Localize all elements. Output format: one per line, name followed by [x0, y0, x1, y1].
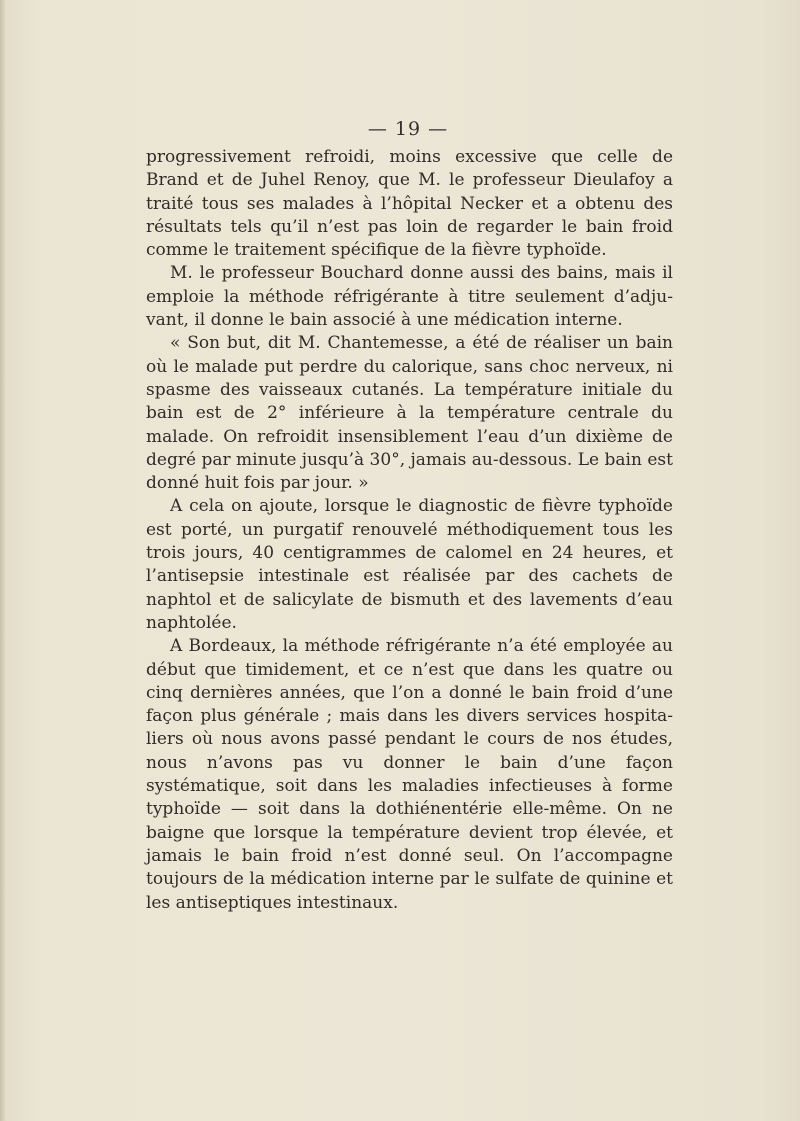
- paragraph-purgatif: A cela on ajoute, lorsque le diagnostic de fièvre typhoïde est porté, un purgatif renouvelé méthodiquement tous les trois jours, 40 centigrammes de calomel en 24 heures, et l’antisepsie intestinale est réalisée par des cachets de naphtol et de salicylate de bismuth et des lavements d’eau naphtolée.: [146, 496, 673, 633]
- page-binding-edge: [0, 0, 6, 1121]
- paragraph-chantemesse-quote: « Son but, dit M. Chantemesse, a été de réaliser un bain où le malade put perdre du calorique, sans choc nerveux, ni spasme des vaisseaux cutanés. La température initiale du bain est de 2° inférieure à la température centrale du malade. On refroidit insensiblement l’eau d’un dixième de degré par minute jusqu’à 30°, jamais au-dessous. Le bain est donné huit fois par jour. »: [146, 333, 673, 494]
- paragraph-bouchard: M. le professeur Bouchard donne aussi des bains, mais il emploie la méthode réfrigérante à titre seulement d’adjuvant, il donne le bain associé à une médication interne.: [146, 263, 673, 331]
- body-text: [146, 146, 673, 915]
- paragraph-continuation: progressivement refroidi, moins excessive que celle de Brand et de Juhel Renoy, que M. le professeur Dieulafoy a traité tous ses malades à l’hôpital Necker et a obtenu des résultats tels qu’il n’est pas loin de regarder le bain froid comme le traitement spécifique de la fièvre typhoïde.: [146, 147, 673, 261]
- paragraph-bordeaux: A Bordeaux, la méthode réfrigérante n’a été employée au début que timidement, et ce n’est que dans les quatre ou cinq dernières années, que l’on a donné le bain froid d’une façon plus générale ; mais dans les divers services hospitaliers où nous avons passé pendant le cours de nos études, nous n’avons pas vu donner le bain d’une façon systématique, soit dans les maladies infectieuses à forme typhoïde — soit dans la dothiénentérie elle-même. On ne baigne que lorsque la température devient trop élevée, et jamais le bain froid n’est donné seul. On l’accompagne toujours de la médication interne par le sulfate de quinine et les antiseptiques intestinaux.: [146, 636, 673, 913]
- page-number: — 19 —: [367, 118, 449, 140]
